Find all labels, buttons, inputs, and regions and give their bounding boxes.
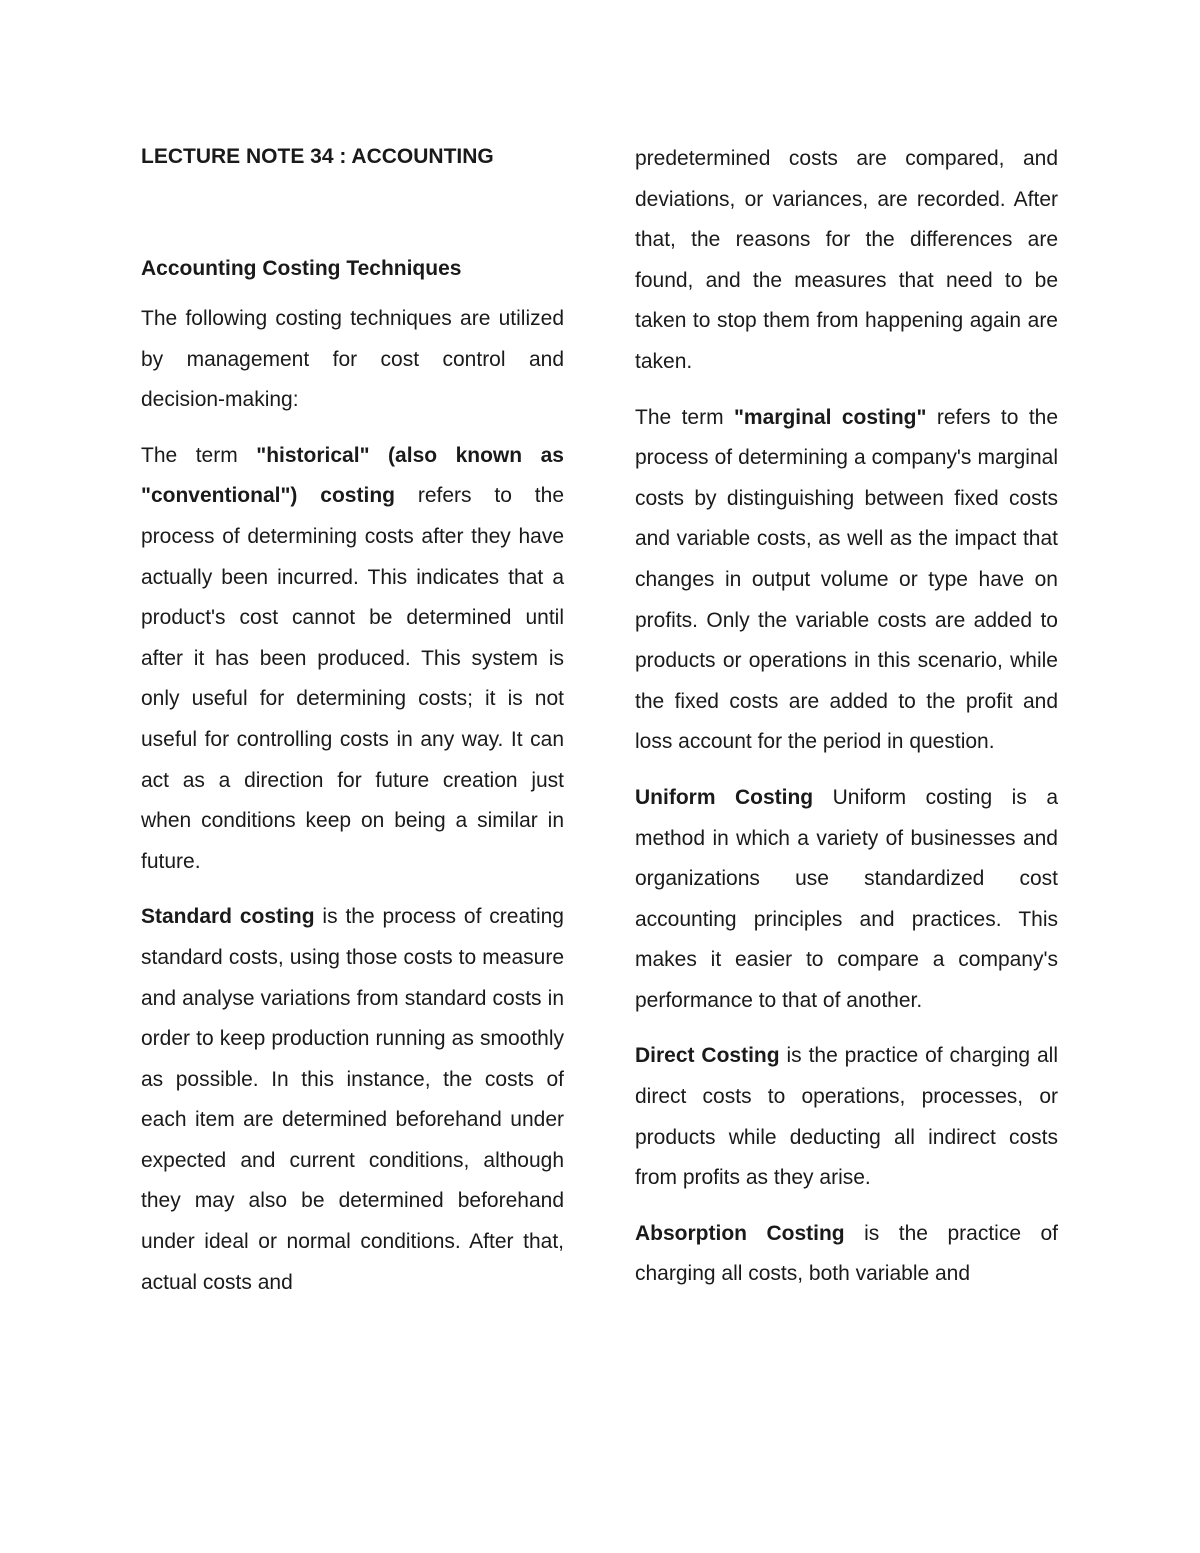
marginal-costing-text: refers to the process of determining a company's marginal costs by distinguishing between fixed costs and variable costs, as well as the impact that changes in output volume or type have on profits. Only the variable costs are added to products or operations in this scenario, while the fixed costs are added to the profit and loss account for the period in question.	[635, 405, 1059, 754]
section-heading: Accounting Costing Techniques	[141, 257, 462, 280]
page-title: LECTURE NOTE 34 : ACCOUNTING	[141, 145, 494, 168]
marginal-costing-paragraph	[635, 398, 1058, 763]
historical-costing-paragraph	[141, 436, 564, 883]
historical-costing-term: "historical" (also known as "conventional") costing	[141, 443, 564, 508]
standard-costing-paragraph	[141, 897, 564, 1303]
absorption-costing-text: is the practice of charging all costs, both variable and	[635, 1221, 1058, 1286]
marginal-costing-term: "marginal costing"	[733, 405, 927, 429]
right-column	[635, 139, 1058, 1310]
historical-costing-text: refers to the process of determining costs after they have actually been incurred. This indicates that a product's cost cannot be determined until after it has been produced. This system is only useful for determining costs; it is not useful for controlling costs in any way. It can act as a direction for future creation just when conditions keep on being a similar in future.	[141, 484, 565, 873]
marginal-lead: The term	[635, 405, 734, 429]
direct-costing-paragraph	[635, 1036, 1058, 1198]
uniform-costing-paragraph	[635, 778, 1058, 1022]
uniform-costing-term: Uniform Costing	[635, 785, 814, 809]
historical-lead: The term	[141, 443, 257, 467]
absorption-costing-paragraph	[635, 1214, 1058, 1295]
direct-costing-term: Direct Costing	[635, 1044, 780, 1068]
left-column	[141, 139, 564, 1318]
intro-paragraph: The following costing techniques are utilized by management for cost control and decision-making:	[141, 307, 564, 412]
absorption-costing-term: Absorption Costing	[635, 1221, 845, 1245]
direct-costing-text: is the practice of charging all direct costs to operations, processes, or products while deducting all indirect costs from profits as they arise.	[635, 1044, 1058, 1190]
uniform-costing-text: Uniform costing is a method in which a variety of businesses and organizations use standardized cost accounting principles and practices. This makes it easier to compare a company's performance to that of another.	[635, 785, 1058, 1012]
standard-costing-continuation: predetermined costs are compared, and deviations, or variances, are recorded. After that, the reasons for the differences are found, and the measures that need to be taken to stop them from happening again are taken.	[635, 147, 1058, 373]
standard-costing-term: Standard costing	[141, 905, 315, 929]
standard-costing-text: is the process of creating standard costs, using those costs to measure and analyse variations from standard costs in order to keep production running as smoothly as possible. In this instance, the costs of each item are determined beforehand under expected and current conditions, although they may also be determined beforehand under ideal or normal conditions. After that, actual costs and	[141, 905, 564, 1294]
